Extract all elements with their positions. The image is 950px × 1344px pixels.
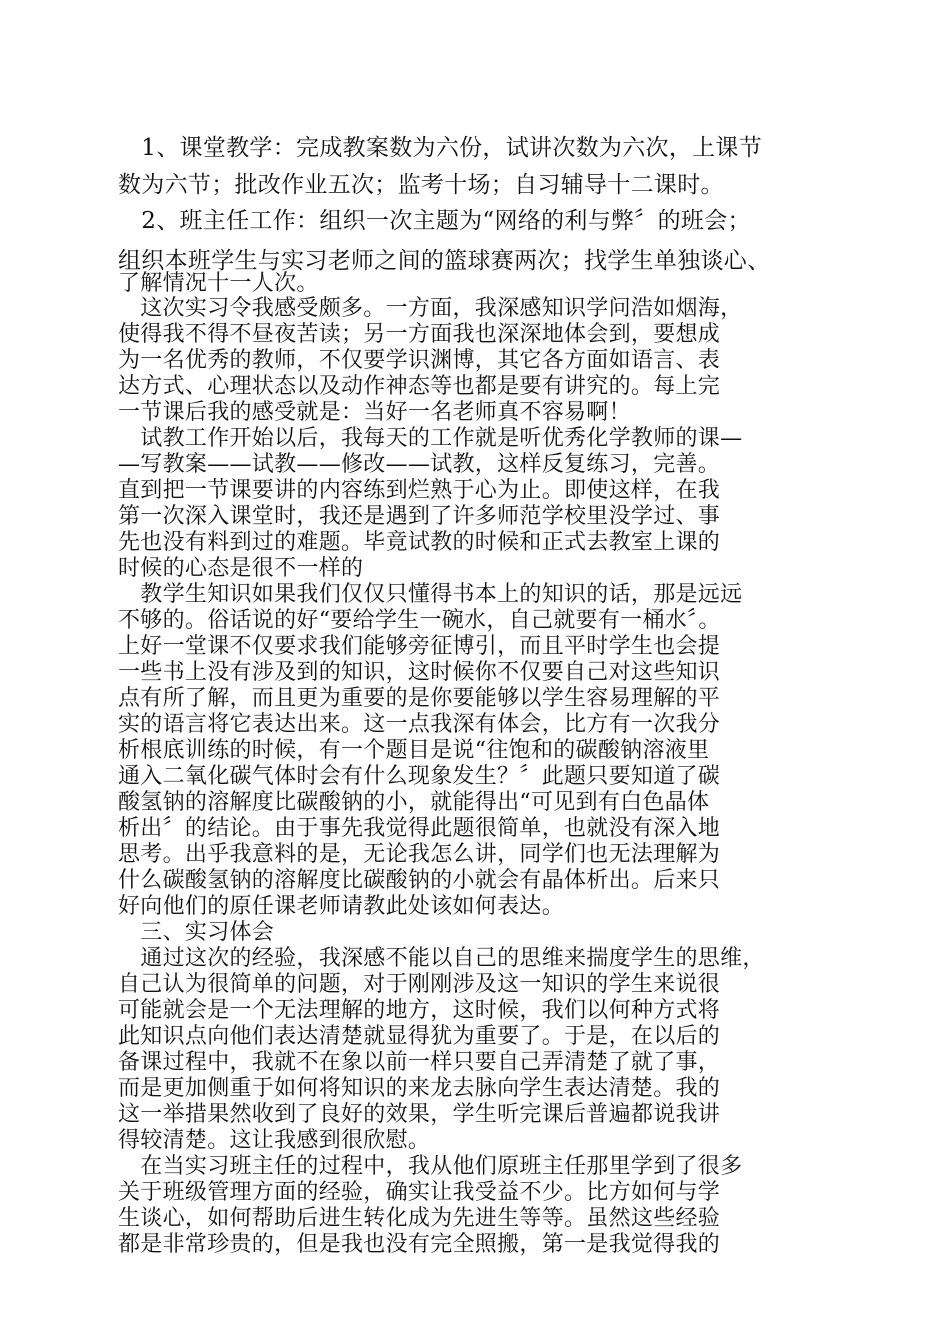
- paragraph-line-40: 关于班级管理方面的经验，确实让我受益不少。比方如何与学: [118, 1180, 721, 1205]
- paragraph-line-14: 第一次深入课堂时，我还是遇到了许多师范学校里没学过、事: [118, 504, 721, 529]
- paragraph-line-38: 得较清楚。这让我感到很欣慰。: [118, 1128, 431, 1153]
- paragraph-line-36: 而是更加侧重于如何将知识的来龙去脉向学生表达清楚。我的: [118, 1076, 721, 1101]
- paragraph-line-29: 好向他们的原任课老师请教此处该如何表达。: [118, 894, 565, 919]
- paragraph-line-35: 备课过程中，我就不在象以前一样只要自己弄清楚了就了事，: [118, 1050, 721, 1075]
- paragraph-line-18: 不够的。俗话说的好“要给学生一碗水，自己就要有一桶水〞。: [118, 608, 721, 633]
- paragraph-line-16: 时候的心态是很不一样的: [118, 556, 364, 581]
- paragraph-line-19: 上好一堂课不仅要求我们能够旁征博引，而且平时学生也会提: [118, 634, 721, 659]
- paragraph-line-2: 数为六节；批改作业五次；监考十场；自习辅导十二课时。: [118, 172, 724, 198]
- paragraph-line-6: 这次实习令我感受颇多。一方面，我深感知识学问浩如烟海，: [118, 296, 743, 321]
- paragraph-line-13: 直到把一节课要讲的内容练到烂熟于心为止。即使这样，在我: [118, 478, 721, 503]
- paragraph-line-4: 组织本班学生与实习老师之间的篮球赛两次；找学生单独谈心、: [118, 248, 771, 274]
- paragraph-line-12: —写教案——试教——修改——试教，这样反复练习，完善。: [118, 452, 721, 477]
- paragraph-line-33: 可能就会是一个无法理解的地方，这时候，我们以何种方式将: [118, 998, 721, 1023]
- paragraph-line-22: 实的语言将它表达出来。这一点我深有体会，比方有一次我分: [118, 712, 721, 737]
- paragraph-line-27: 思考。出乎我意料的是，无论我怎么讲，同学们也无法理解为: [118, 842, 721, 867]
- paragraph-line-7: 使得我不得不昼夜苦读；另一方面我也深深地体会到，要想成: [118, 322, 721, 347]
- paragraph-line-31: 通过这次的经验，我深感不能以自己的思维来揣度学生的思维，: [118, 946, 765, 971]
- section-heading: 三、实习体会: [118, 920, 275, 945]
- paragraph-line-20: 一些书上没有涉及到的知识，这时候你不仅要自己对这些知识: [118, 660, 721, 685]
- paragraph-line-23: 析根底训练的时候，有一个题目是说“往饱和的碳酸钠溶液里: [118, 738, 710, 763]
- paragraph-line-42: 都是非常珍贵的，但是我也没有完全照搬，第一是我觉得我的: [118, 1232, 721, 1257]
- paragraph-line-5: 了解情况十一人次。: [118, 271, 319, 296]
- paragraph-line-41: 生谈心，如何帮助后进生转化成为先进生等等。虽然这些经验: [118, 1206, 721, 1231]
- paragraph-line-17: 教学生知识如果我们仅仅只懂得书本上的知识的话，那是远远: [118, 582, 743, 607]
- paragraph-line-39: 在当实习班主任的过程中，我从他们原班主任那里学到了很多: [118, 1154, 743, 1179]
- paragraph-line-26: 析出〞的结论。由于事先我觉得此题很简单，也就没有深入地: [118, 816, 721, 841]
- paragraph-line-37: 这一举措果然收到了良好的效果，学生听完课后普遍都说我讲: [118, 1102, 721, 1127]
- paragraph-line-24: 通入二氧化碳气体时会有什么现象发生？〞此题只要知道了碳: [118, 764, 721, 789]
- paragraph-line-28: 什么碳酸氢钠的溶解度比碳酸钠的小就会有晶体析出。后来只: [118, 868, 721, 893]
- paragraph-line-10: 一节课后我的感受就是：当好一名老师真不容易啊！: [118, 400, 631, 425]
- paragraph-line-1: 1、课堂教学：完成教案数为六份，试讲次数为六次，上课节: [118, 135, 763, 161]
- paragraph-line-11: 试教工作开始以后，我每天的工作就是听优秀化学教师的课—: [118, 426, 743, 451]
- paragraph-line-8: 为一名优秀的教师，不仅要学识渊博，其它各方面如语言、表: [118, 348, 721, 373]
- paragraph-line-32: 自己认为很简单的问题，对于刚刚涉及这一知识的学生来说很: [118, 972, 721, 997]
- paragraph-line-9: 达方式、心理状态以及动作神态等也都是要有讲究的。每上完: [118, 374, 721, 399]
- paragraph-line-15: 先也没有料到过的难题。毕竟试教的时候和正式去教室上课的: [118, 530, 721, 555]
- paragraph-line-3: 2、班主任工作：组织一次主题为“网络的利与弊〞的班会；: [118, 208, 751, 234]
- paragraph-line-21: 点有所了解，而且更为重要的是你要能够以学生容易理解的平: [118, 686, 721, 711]
- paragraph-line-34: 此知识点向他们表达清楚就显得犹为重要了。于是，在以后的: [118, 1024, 721, 1049]
- paragraph-line-25: 酸氢钠的溶解度比碳酸钠的小，就能得出“可见到有白色晶体: [118, 790, 710, 815]
